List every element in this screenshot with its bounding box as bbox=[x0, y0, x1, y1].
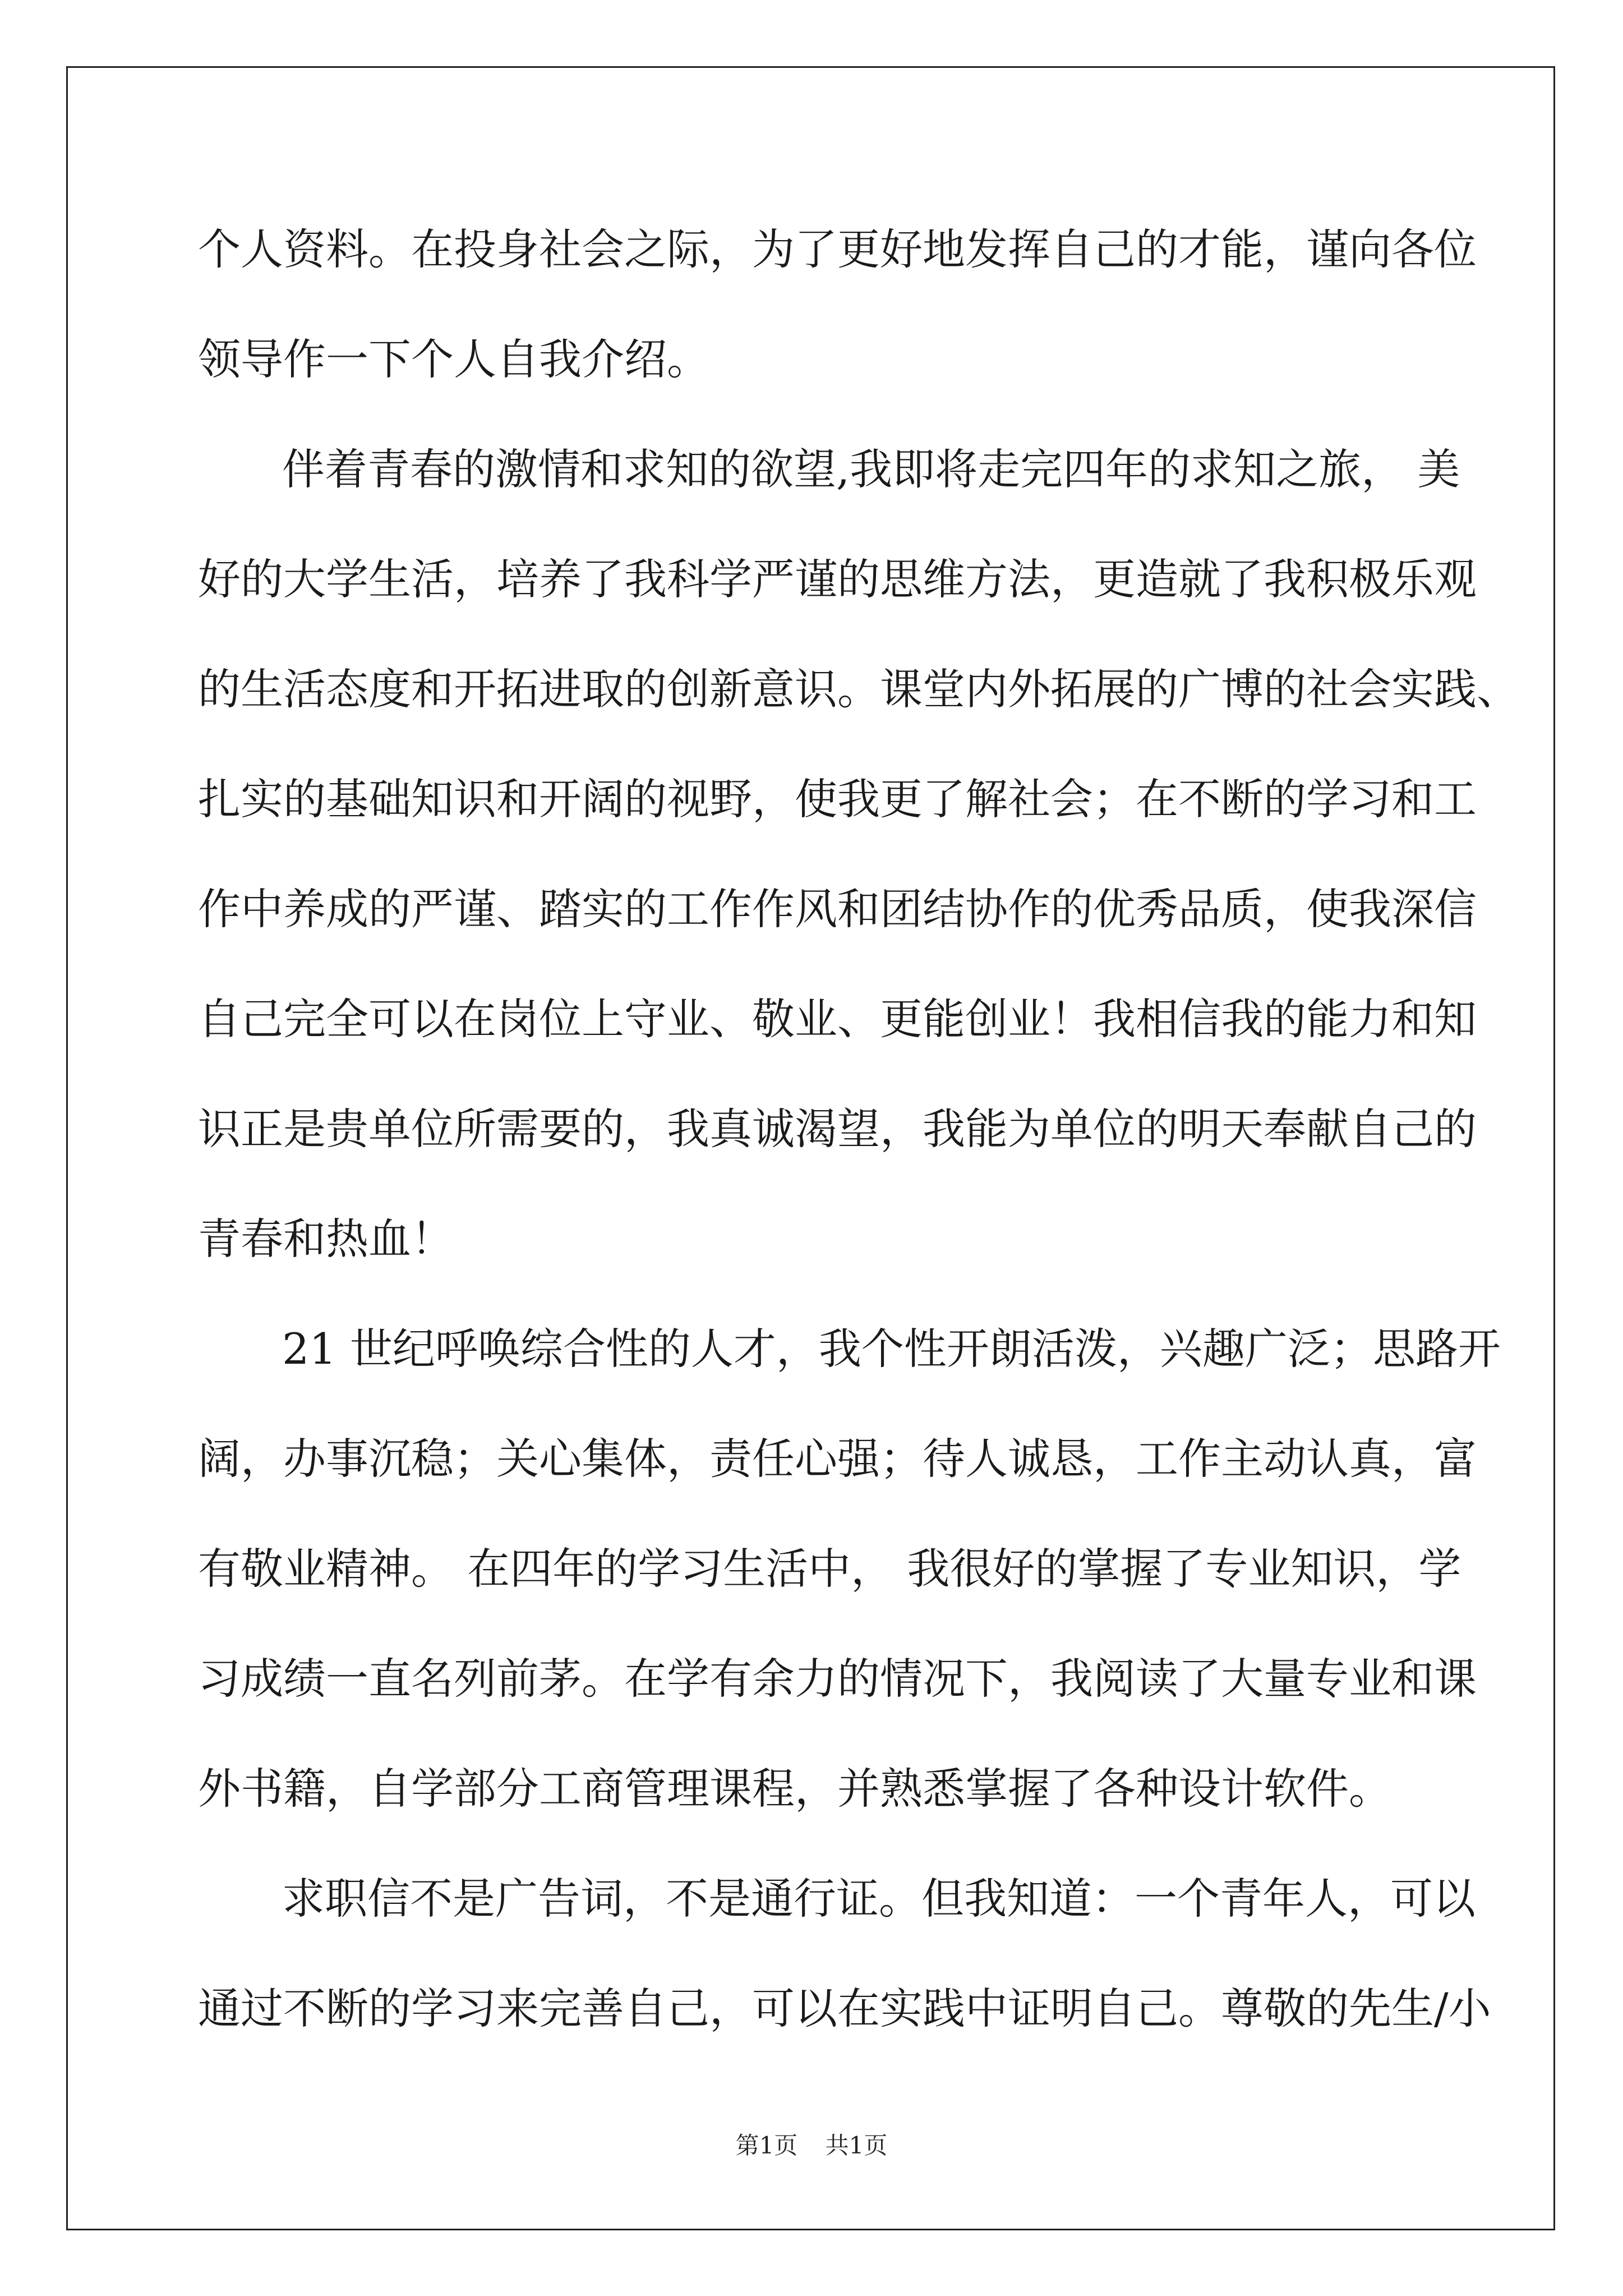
text-line: 伴着青春的激情和求知的欲望,我即将走完四年的求知之旅， 美 bbox=[282, 444, 1460, 494]
text-line: 求职信不是广告词，不是通行证。但我知道：一个青年人，可以 bbox=[282, 1874, 1476, 1924]
text-line: 21 世纪呼唤综合性的人才，我个性开朗活泼，兴趣广泛；思路开 bbox=[282, 1324, 1501, 1374]
text-line: 青春和热血！ bbox=[198, 1214, 454, 1264]
text-line: 的生活态度和开拓进取的创新意识。课堂内外拓展的广博的社会实践、 bbox=[198, 664, 1519, 714]
text-line: 习成绩一直名列前茅。在学有余力的情况下，我阅读了大量专业和课 bbox=[198, 1654, 1477, 1704]
text-line: 外书籍，自学部分工商管理课程，并熟悉掌握了各种设计软件。 bbox=[198, 1764, 1391, 1814]
text-line: 有敬业精神。 在四年的学习生活中， 我很好的掌握了专业知识，学 bbox=[198, 1544, 1461, 1594]
text-line: 领导作一下个人自我介绍。 bbox=[198, 334, 709, 384]
page-number-total: 共1页 bbox=[825, 2132, 888, 2159]
page-footer bbox=[0, 2129, 1623, 2162]
text-line: 作中养成的严谨、踏实的工作作风和团结协作的优秀品质，使我深信 bbox=[198, 884, 1477, 934]
text-line: 扎实的基础知识和开阔的视野，使我更了解社会；在不断的学习和工 bbox=[198, 774, 1477, 824]
text-line: 识正是贵单位所需要的，我真诚渴望，我能为单位的明天奉献自己的 bbox=[198, 1104, 1477, 1154]
text-line: 好的大学生活，培养了我科学严谨的思维方法，更造就了我积极乐观 bbox=[198, 554, 1477, 604]
text-line: 阔，办事沉稳；关心集体，责任心强；待人诚恳，工作主动认真，富 bbox=[198, 1434, 1477, 1484]
text-line: 通过不断的学习来完善自己，可以在实践中证明自己。尊敬的先生/小 bbox=[198, 1984, 1491, 2033]
page-number-current: 第1页 bbox=[735, 2132, 798, 2159]
document-body bbox=[198, 219, 1519, 2088]
text-line: 自己完全可以在岗位上守业、敬业、更能创业！我相信我的能力和知 bbox=[198, 994, 1477, 1044]
text-line: 个人资料。在投身社会之际，为了更好地发挥自己的才能，谨向各位 bbox=[198, 224, 1477, 274]
